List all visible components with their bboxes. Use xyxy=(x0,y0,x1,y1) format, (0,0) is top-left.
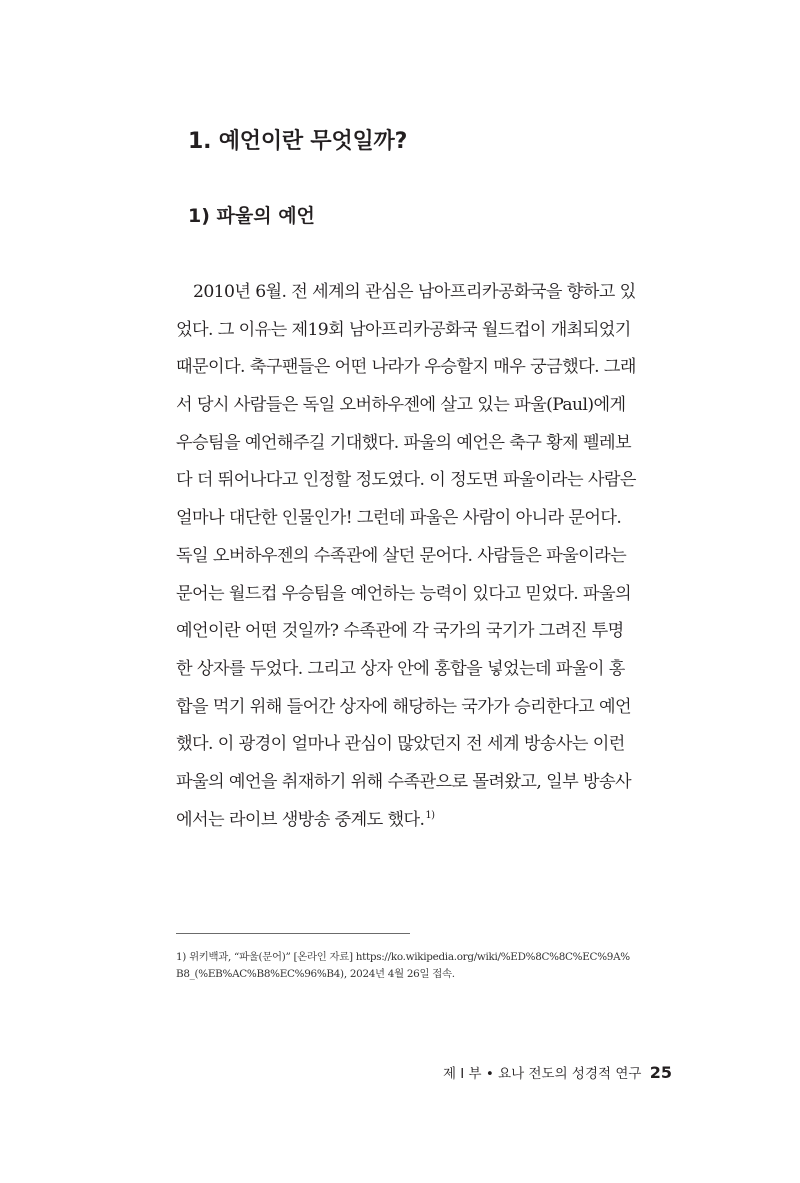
paragraph-line: 었다. 그 이유는 제19회 남아프리카공화국 월드컵이 개최되었기 xyxy=(176,319,631,340)
paragraph-line: 때문이다. 축구팬들은 어떤 나라가 우승할지 매우 궁금했다. 그래 xyxy=(176,357,636,378)
section-heading: 1) 파울의 예언 xyxy=(188,205,315,227)
paragraph-line: 한 상자를 두었다. 그리고 상자 안에 홍합을 넣었는데 파울이 홍 xyxy=(176,658,625,679)
footnote-line: 1) 위키백과, “파울(문어)” [온라인 자료] https://ko.wikipedia.org/wiki/%ED%8C%8C%EC%9A% xyxy=(176,951,630,963)
paragraph-line-last xyxy=(176,802,676,840)
running-title: 제 I 부 • 요나 전도의 성경적 연구 xyxy=(442,1066,642,1082)
paragraph-line-text: 에서는 라이브 생방송 중계도 했다. xyxy=(176,809,425,830)
footnote-line: B8_(%EB%AC%B8%EC%96%B4), 2024년 4월 26일 접속. xyxy=(176,968,455,980)
body-paragraph xyxy=(176,274,676,839)
chapter-heading: 1. 예언이란 무엇일까? xyxy=(188,129,408,154)
paragraph-line: 합을 먹기 위해 들어간 상자에 해당하는 국가가 승리한다고 예언 xyxy=(176,696,631,717)
paragraph-line: 다 더 뛰어나다고 인정할 정도였다. 이 정도면 파울이라는 사람은 xyxy=(176,470,636,491)
paragraph-line: 독일 오버하우젠의 수족관에 살던 문어다. 사람들은 파울이라는 xyxy=(176,545,627,566)
paragraph-line: 2010년 6월. 전 세계의 관심은 남아프리카공화국을 향하고 있 xyxy=(193,282,636,302)
page-number: 25 xyxy=(649,1063,672,1082)
paragraph-line: 서 당시 사람들은 독일 오버하우젠에 살고 있는 파울(Paul)에게 xyxy=(176,395,626,416)
paragraph-line: 예언이란 어떤 것일까? 수족관에 각 국가의 국기가 그려진 투명 xyxy=(176,621,624,642)
paragraph-line: 했다. 이 광경이 얼마나 관심이 많았던지 전 세계 방송사는 이런 xyxy=(176,734,625,755)
footnote-divider xyxy=(176,933,410,934)
paragraph-line: 문어는 월드컵 우승팀을 예언하는 능력이 있다고 믿었다. 파울의 xyxy=(176,583,631,604)
footnote-reference[interactable]: 1) xyxy=(425,809,435,821)
paragraph-line: 파울의 예언을 취재하기 위해 수족관으로 몰려왔고, 일부 방송사 xyxy=(176,771,631,792)
page-footer xyxy=(443,1062,672,1082)
footnote xyxy=(176,949,676,983)
paragraph-line: 우승팀을 예언해주길 기대했다. 파울의 예언은 축구 황제 펠레보 xyxy=(176,432,631,453)
paragraph-line: 얼마나 대단한 인물인가! 그런데 파울은 사람이 아니라 문어다. xyxy=(176,508,622,529)
